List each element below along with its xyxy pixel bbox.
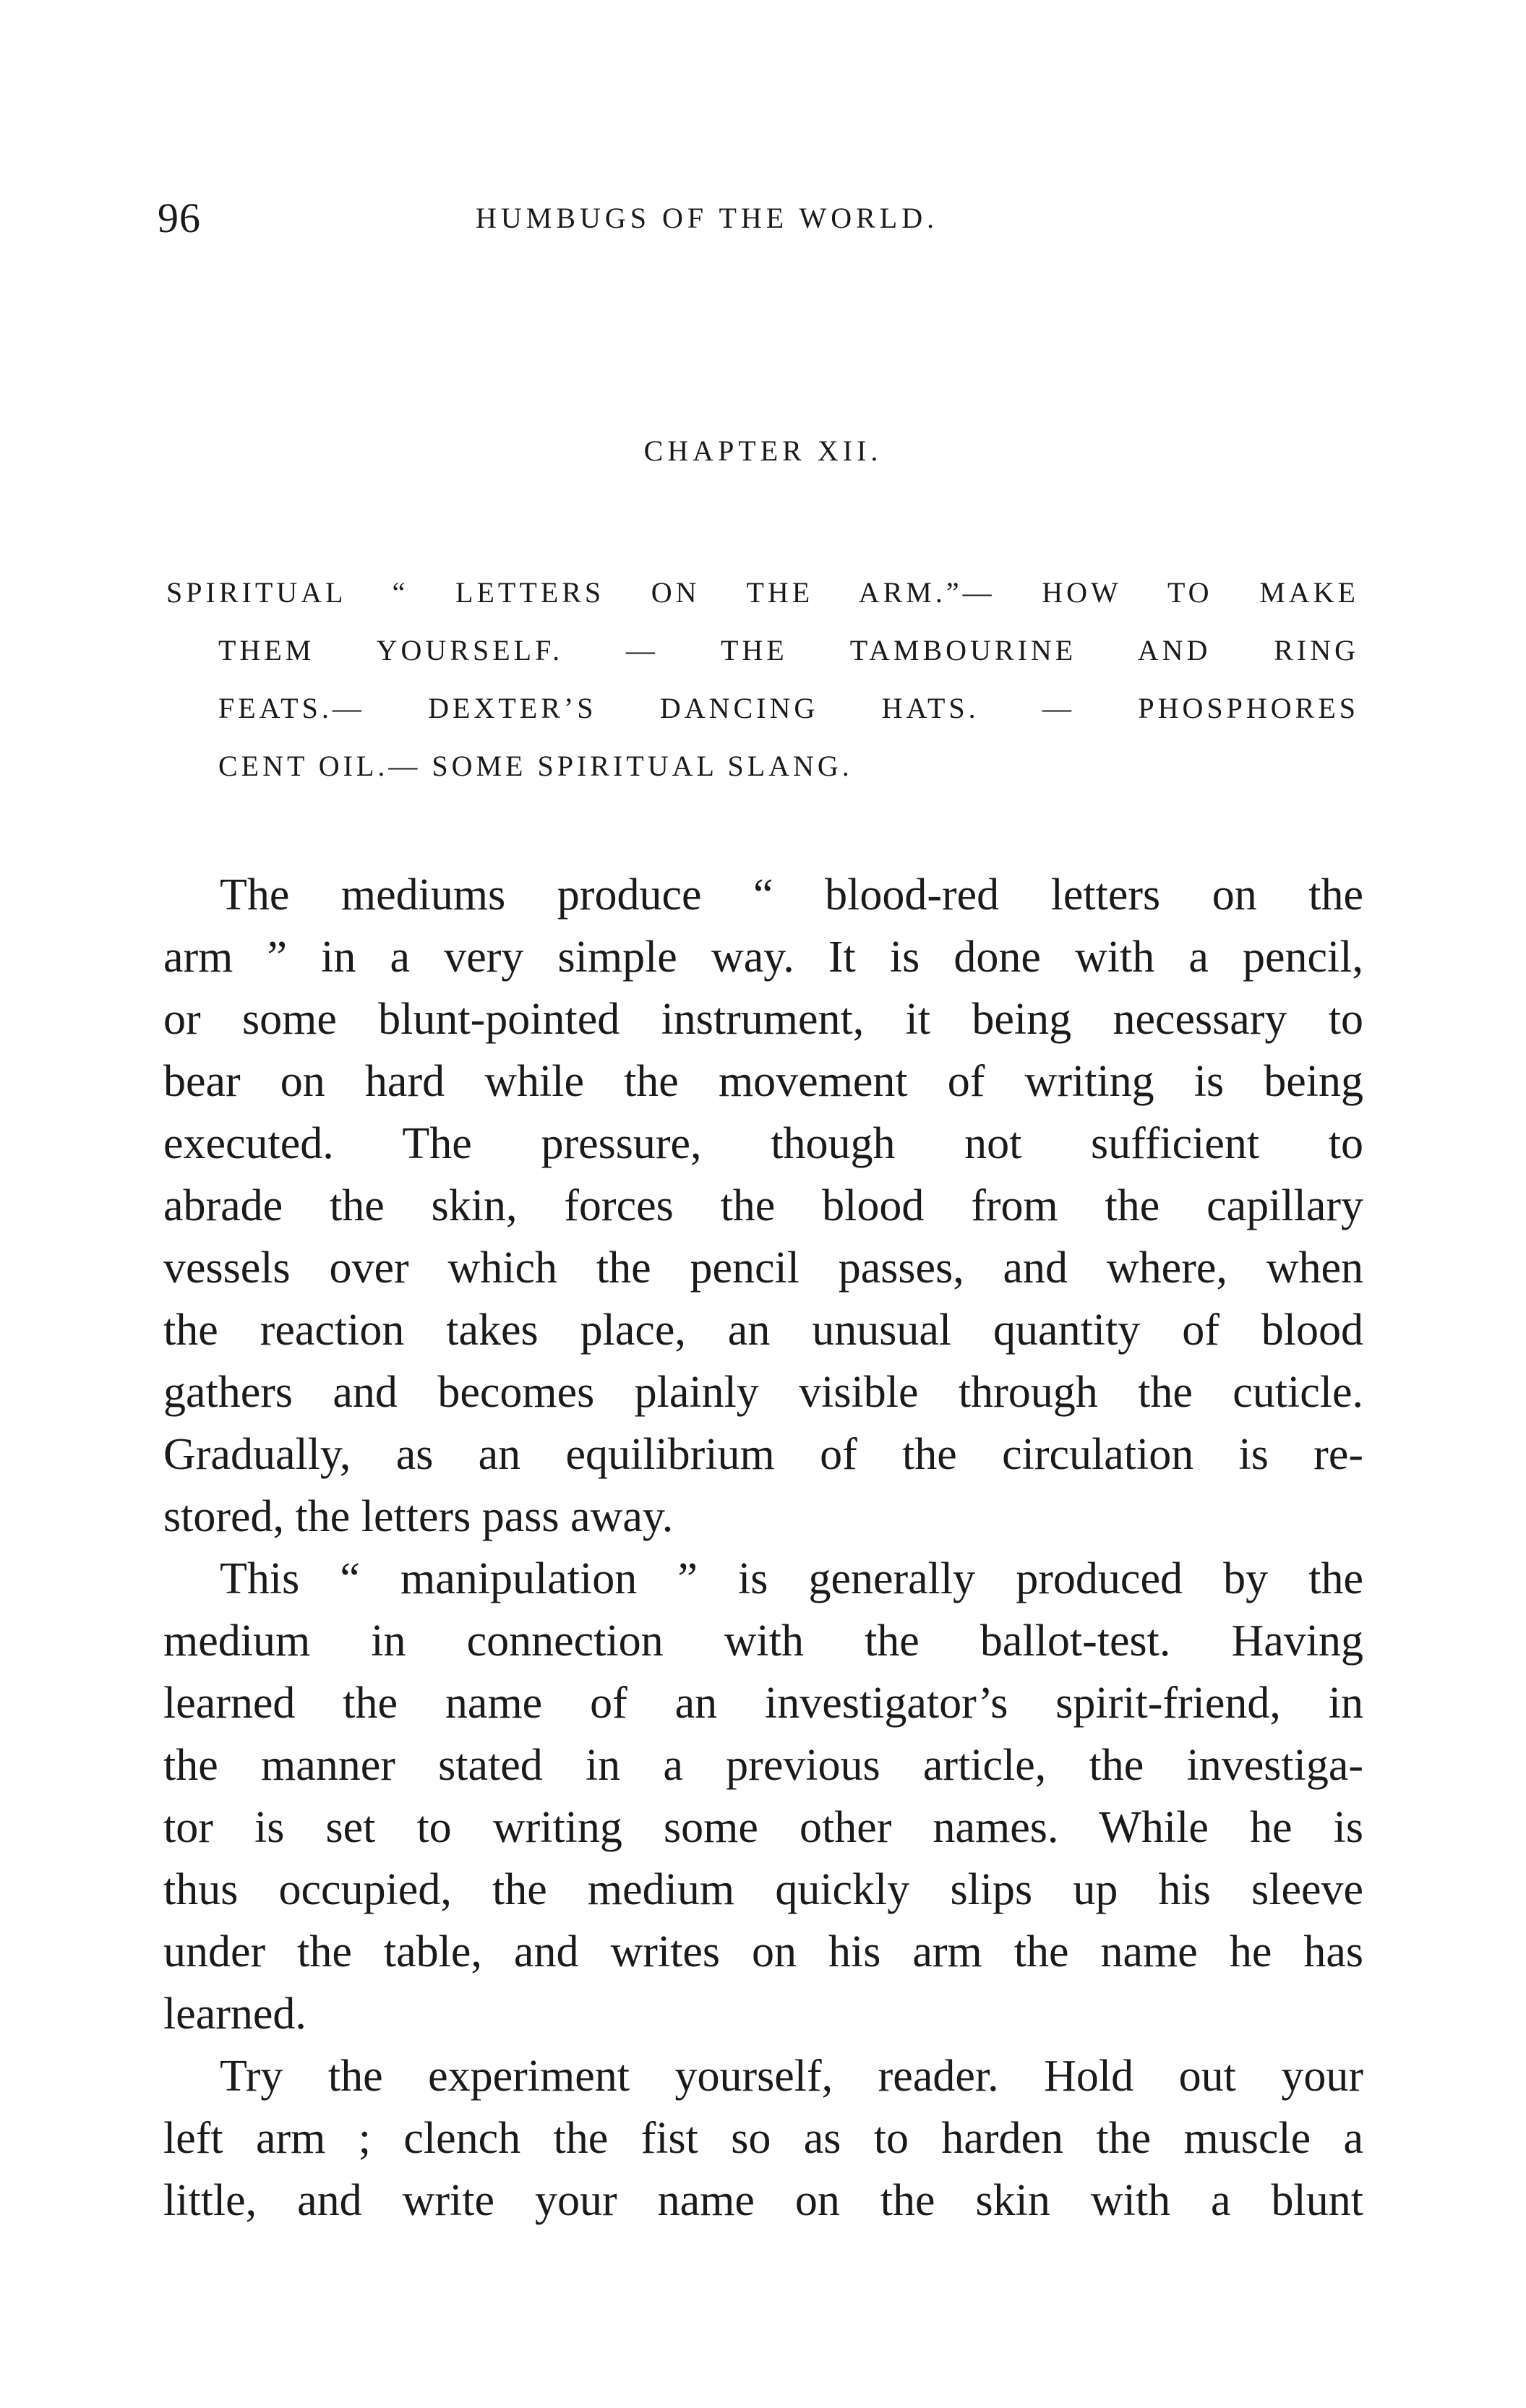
text-line: executed. The pressure, though not sufficient to bbox=[163, 1119, 1363, 1168]
page-number: 96 bbox=[158, 194, 201, 241]
chapter-synopsis bbox=[166, 564, 1359, 795]
text-line: This “ manipulation ” is generally produced by the bbox=[220, 1554, 1363, 1603]
synopsis-line: CENT OIL.— SOME SPIRITUAL SLANG. bbox=[218, 750, 853, 782]
text-line: Try the experiment yourself, reader. Hold out your bbox=[220, 2052, 1363, 2101]
synopsis-line: SPIRITUAL “ LETTERS ON THE ARM.”— HOW TO MAKE bbox=[166, 576, 1359, 609]
text-line: Gradually, as an equilibrium of the circulation is re- bbox=[163, 1430, 1363, 1479]
text-line: stored, the letters pass away. bbox=[163, 1492, 674, 1541]
text-line: tor is set to writing some other names. While he is bbox=[163, 1803, 1363, 1852]
text-line: little, and write your name on the skin with a blunt bbox=[163, 2176, 1363, 2225]
running-head bbox=[158, 194, 1372, 252]
text-line: bear on hard while the movement of writing is being bbox=[163, 1057, 1363, 1106]
text-line: under the table, and writes on his arm the name he has bbox=[163, 1927, 1363, 1976]
text-line: medium in connection with the ballot-test. Having bbox=[163, 1616, 1363, 1666]
text-line: abrade the skin, forces the blood from the capillary bbox=[163, 1181, 1363, 1230]
text-line: the manner stated in a previous article, the investiga- bbox=[163, 1741, 1363, 1790]
running-title: HUMBUGS OF THE WORLD. bbox=[476, 202, 939, 234]
text-line: the reaction takes place, an unusual quantity of blood bbox=[163, 1306, 1363, 1355]
body-text bbox=[163, 864, 1363, 2232]
text-line: arm ” in a very simple way. It is done with a pencil, bbox=[163, 933, 1363, 982]
synopsis-line: FEATS.— DEXTER’S DANCING HATS. — PHOSPHORES bbox=[218, 692, 1359, 724]
synopsis-line: THEM YOURSELF. — THE TAMBOURINE AND RING bbox=[218, 634, 1359, 667]
text-line: left arm ; clench the fist so as to harden the muscle a bbox=[163, 2114, 1363, 2163]
text-line: or some blunt-pointed instrument, it being necessary to bbox=[163, 995, 1363, 1044]
text-line: learned. bbox=[163, 1989, 307, 2039]
text-line: thus occupied, the medium quickly slips up his sleeve bbox=[163, 1865, 1363, 1914]
text-line: learned the name of an investigator’s spirit-friend, in bbox=[163, 1679, 1363, 1728]
text-line: vessels over which the pencil passes, and where, when bbox=[163, 1243, 1363, 1293]
text-line: The mediums produce “ blood-red letters on the bbox=[220, 870, 1363, 920]
chapter-heading: CHAPTER XII. bbox=[643, 434, 883, 467]
text-line: gathers and becomes plainly visible through the cuticle. bbox=[163, 1368, 1363, 1417]
